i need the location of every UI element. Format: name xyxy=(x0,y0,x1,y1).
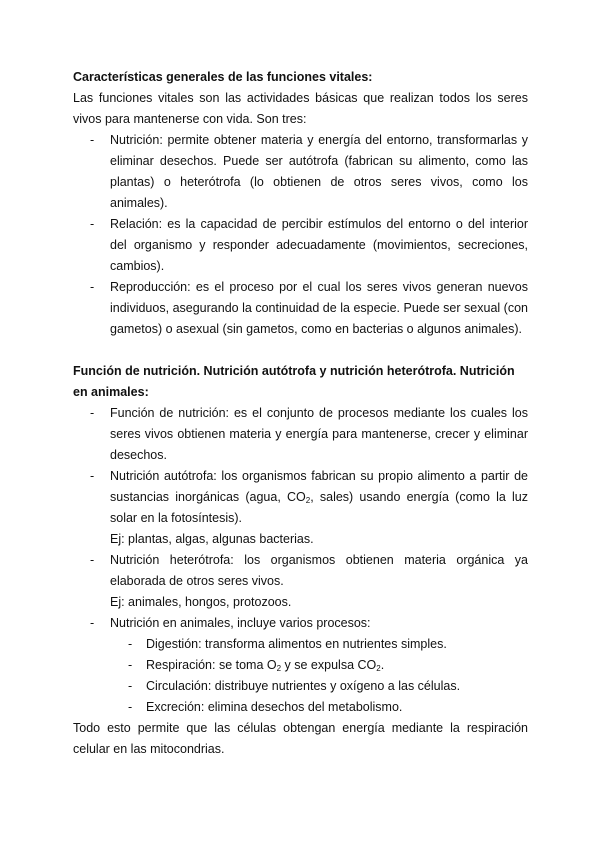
subscript: 2 xyxy=(376,664,381,673)
list-item-relacion xyxy=(73,214,528,277)
vital-functions-list xyxy=(73,130,528,340)
text-segment: y se expulsa CO xyxy=(281,658,377,672)
dash-bullet: - xyxy=(90,280,95,294)
sub-item-digestion xyxy=(73,634,528,655)
text-segment: , sales) usando energía (como la luz solar en la fotosíntesis). xyxy=(110,490,528,525)
nutrition-list-cont xyxy=(73,550,528,592)
dash-bullet: - xyxy=(90,133,95,147)
text-segment: . xyxy=(380,658,385,672)
dash-bullet: - xyxy=(128,700,133,714)
sub-item-text: Circulación: distribuye nutrientes y oxígeno a las células. xyxy=(146,679,461,693)
dash-bullet: - xyxy=(128,658,133,672)
list-item-autotrofa xyxy=(73,466,528,529)
dash-bullet: - xyxy=(128,679,133,693)
list-item-text: Nutrición: permite obtener materia y energía del entorno, transformarlas y eliminar desechos. Puede ser autótrofa (fabrican su alimento, como las plantas) o heterótrofa (lo obtienen de otros seres vivos, como los animales). xyxy=(110,133,528,210)
dash-bullet: - xyxy=(90,553,95,567)
text-segment: Respiración: se toma O xyxy=(146,658,277,672)
document-page xyxy=(73,67,528,760)
section-2-title: Función de nutrición. Nutrición autótrofa y nutrición heterótrofa. Nutrición en animales: xyxy=(73,364,515,399)
list-item-text: Nutrición en animales, incluye varios procesos: xyxy=(110,616,371,630)
list-item-text: Función de nutrición: es el conjunto de procesos mediante los cuales los seres vivos obtienen materia y energía para mantenerse, crecer y eliminar desechos. xyxy=(110,406,528,462)
dash-bullet: - xyxy=(90,406,95,420)
list-item-text: Relación: es la capacidad de percibir estímulos del entorno o del interior del organismo y responder adecuadamente (movimientos, secreciones, cambios). xyxy=(110,217,528,273)
list-item-funcion-nutricion xyxy=(73,403,528,466)
dash-bullet: - xyxy=(90,469,95,483)
example-autotrofa: Ej: plantas, algas, algunas bacterias. xyxy=(110,532,314,546)
sub-item-excretion xyxy=(73,697,528,718)
animal-processes-list xyxy=(73,634,528,718)
sub-item-text xyxy=(146,658,384,672)
sub-item-text: Excreción: elimina desechos del metabolismo. xyxy=(146,700,403,714)
subscript: 2 xyxy=(305,496,311,505)
dash-bullet: - xyxy=(128,637,133,651)
list-item-nutricion xyxy=(73,130,528,214)
list-item-heterotrofa xyxy=(73,550,528,592)
subscript: 2 xyxy=(276,664,282,673)
sub-item-text: Digestión: transforma alimentos en nutrientes simples. xyxy=(146,637,447,651)
list-item-reproduccion xyxy=(73,277,528,340)
sub-item-circulation xyxy=(73,676,528,697)
list-item-nutricion-animales xyxy=(73,613,528,634)
nutrition-list-cont-2 xyxy=(73,613,528,634)
dash-bullet: - xyxy=(90,217,95,231)
nutrition-list xyxy=(73,403,528,529)
list-item-text xyxy=(110,469,528,525)
section-1-title: Características generales de las funciones vitales: xyxy=(73,70,373,84)
list-item-text: Nutrición heterótrofa: los organismos obtienen materia orgánica ya elaborada de otros seres vivos. xyxy=(110,553,528,588)
list-item-text: Reproducción: es el proceso por el cual los seres vivos generan nuevos individuos, asegurando la continuidad de la especie. Puede ser sexual (con gametos) o asexual (sin gametos, como en bacterias o algunos animales). xyxy=(110,280,528,336)
example-heterotrofa: Ej: animales, hongos, protozoos. xyxy=(110,595,292,609)
section-1-intro: Las funciones vitales son las actividades básicas que realizan todos los seres vivos para mantenerse con vida. Son tres: xyxy=(73,91,528,126)
closing-paragraph: Todo esto permite que las células obtengan energía mediante la respiración celular en las mitocondrias. xyxy=(73,721,528,756)
text-segment: Nutrición autótrofa: los organismos fabrican su propio alimento a partir de sustancias inorgánicas (agua, CO xyxy=(110,469,528,504)
sub-item-respiration xyxy=(73,655,528,676)
dash-bullet: - xyxy=(90,616,95,630)
section-spacer xyxy=(73,340,528,361)
